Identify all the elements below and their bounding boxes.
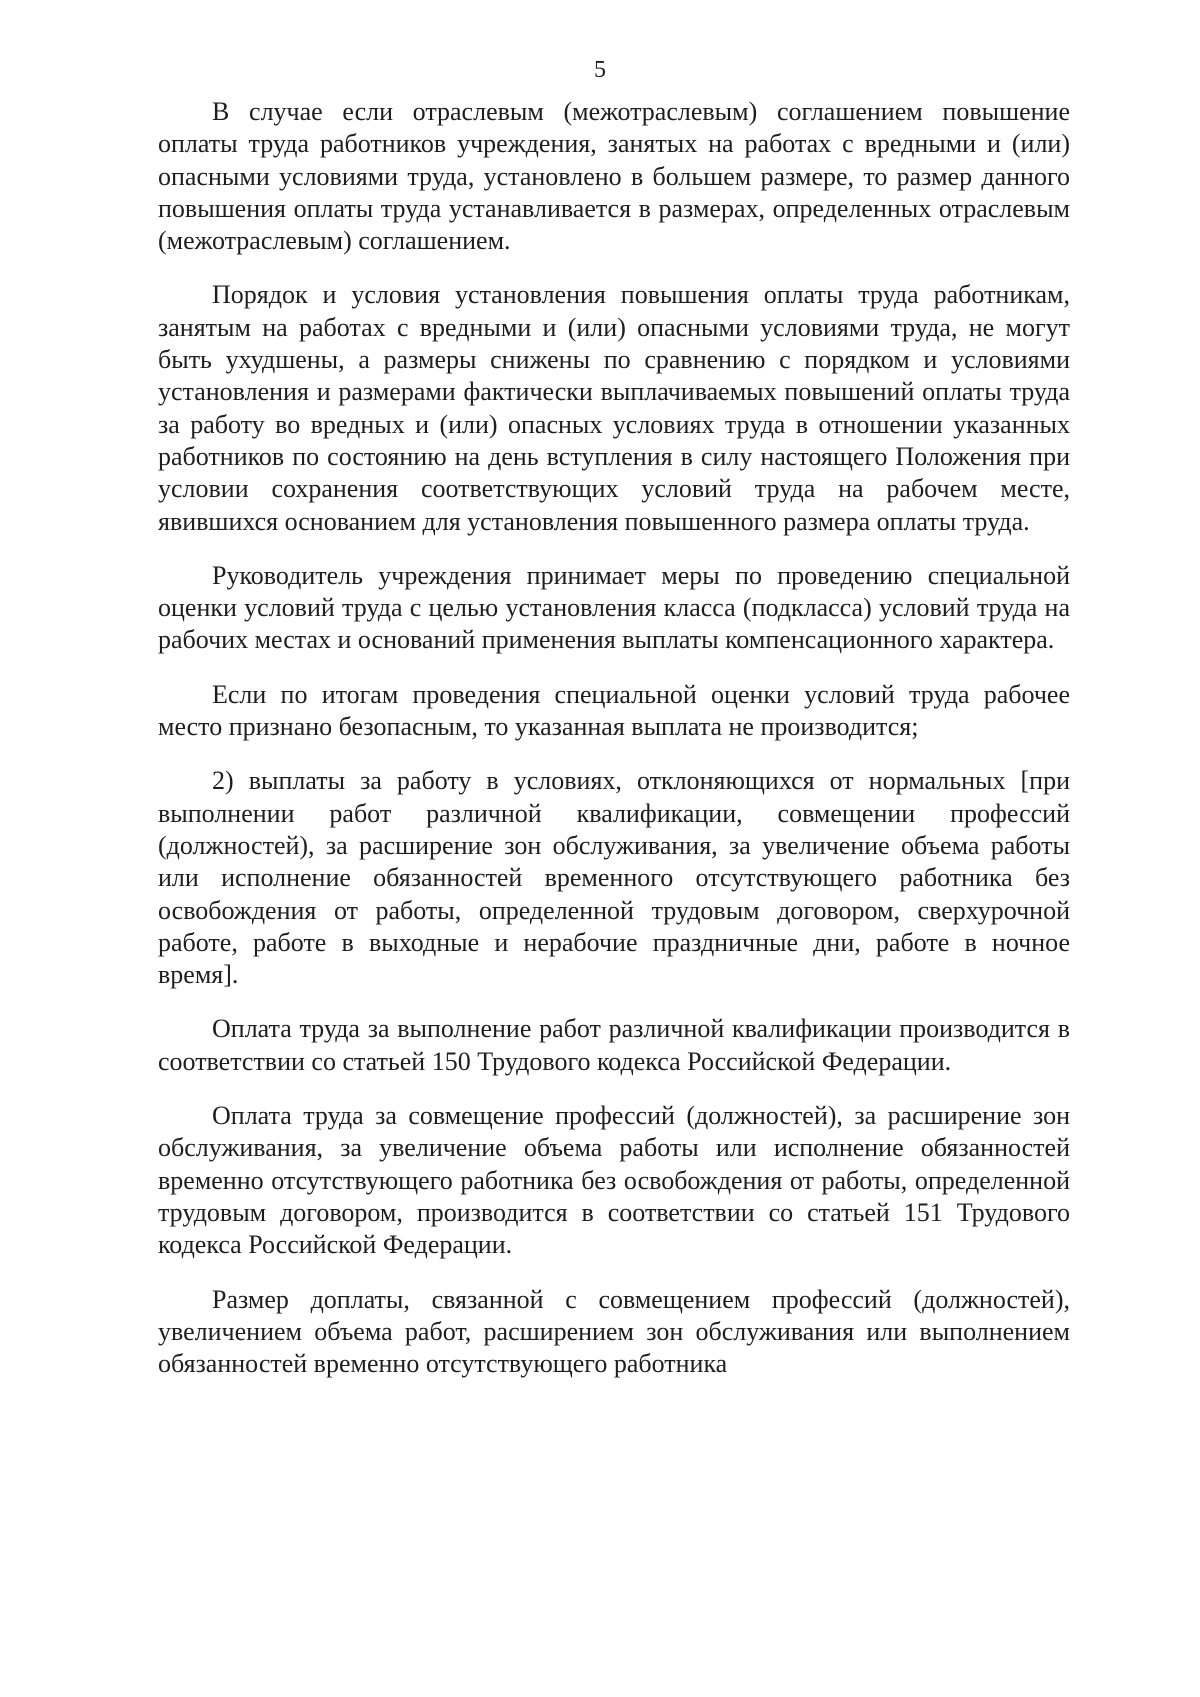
page-number: 5 [594, 57, 606, 83]
paragraph-special-assessment-measures: Руководитель учреждения принимает меры по проведению специальной оценки условий труда с целью установления класса (подкласса) условий труда на рабочих местах и оснований применения выплаты компенсационного характера. [158, 560, 1070, 655]
paragraph-safe-workplace-no-payment: Если по итогам проведения специальной оценки условий труда рабочее место признано безопасным, то указанная выплата не производится; [158, 679, 1070, 742]
paragraph-hazardous-conditions-agreement: В случае если отраслевым (межотраслевым) соглашением повышение оплаты труда работников учреждения, занятых на работах с вредными и (или) опасными условиями труда, установлено в большем размере, то размер данного повышения оплаты труда устанавливается в размерах, определенных отраслевым (межотраслевым) соглашением. [158, 97, 1070, 256]
paragraph-combination-surcharge: Размер доплаты, связанной с совмещением профессий (должностей), увеличением объема работ, расширением зон обслуживания или выполнением обязанностей временно отсутствующего работника [158, 1284, 1070, 1379]
document-body [158, 96, 1070, 1380]
paragraph-abnormal-conditions-payments: 2) выплаты за работу в условиях, отклоняющихся от нормальных [при выполнении работ различной квалификации, совмещении профессий (должностей), за расширение зон обслуживания, за увеличение объема работы или исполнение обязанностей временного отсутствующего работника без освобождения от работы, определенной трудовым договором, сверхурочной работе, работе в выходные и нерабочие праздничные дни, работе в ночное время]. [158, 766, 1070, 990]
paragraph-article-150: Оплата труда за выполнение работ различной квалификации производится в соответствии со статьей 150 Трудового кодекса Российской Федерации. [158, 1014, 1070, 1076]
paragraph-conditions-not-worsened: Порядок и условия установления повышения оплаты труда работникам, занятым на работах с вредными и (или) опасными условиями труда, не могут быть ухудшены, а размеры снижены по сравнению с порядком и условиями установления и размерами фактически выплачиваемых повышений оплаты труда за работу во вредных и (или) опасных условиях труда в отношении указанных работников по состоянию на день вступления в силу настоящего Положения при условии сохранения соответствующих условий труда на рабочем месте, явившихся основанием для установления повышенного размера оплаты труда. [158, 280, 1070, 536]
paragraph-article-151: Оплата труда за совмещение профессий (должностей), за расширение зон обслуживания, за увеличение объема работы или исполнение обязанностей временно отсутствующего работника без освобождения от работы, определенной трудовым договором, производится в соответствии со статьей 151 Трудового кодекса Российской Федерации. [158, 1101, 1070, 1260]
